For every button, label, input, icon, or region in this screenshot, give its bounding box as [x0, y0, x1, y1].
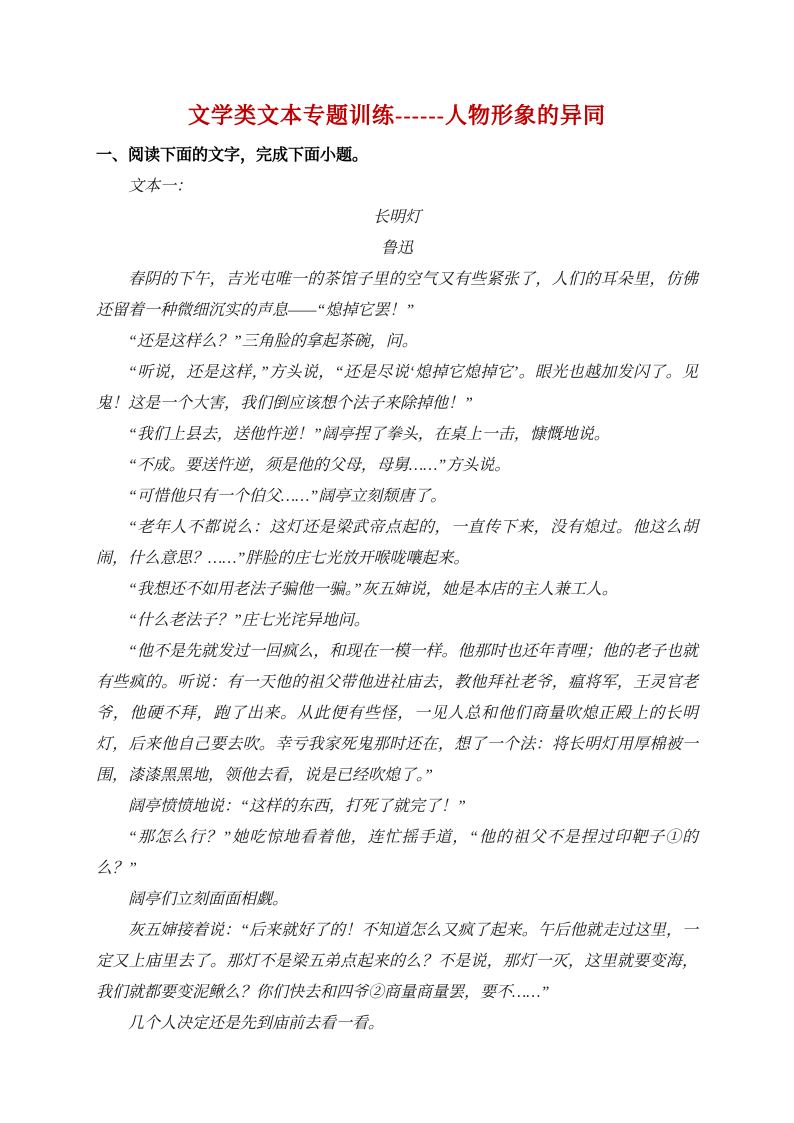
story-paragraph: “听说，还是这样，”方头说，“还是尽说‘熄掉它熄掉它’。眼光也越加发闪了。见鬼！这是一个大害，我们倒应该想个法子来除掉他！”: [96, 364, 698, 412]
story-title: 长明灯: [372, 209, 421, 226]
story-paragraph: “老年人不都说么：这灯还是梁武帝点起的，一直传下来，没有熄过。他这么胡闹，什么意思？……”胖脸的庄七光放开喉咙嚷起来。: [96, 519, 698, 567]
section-heading: 一、阅读下面的文字，完成下面小题。: [96, 147, 369, 164]
story-paragraph: 阔亭们立刻面面相觑。: [128, 891, 289, 908]
story-paragraph: “那怎么行？”她吃惊地看着他，连忙摇手道，“他的祖父不是捏过印靶子①的么？”: [96, 829, 698, 877]
story-paragraph: “可惜他只有一个伯父……”阔亭立刻颓唐了。: [128, 488, 447, 505]
text-one-label: 文本一：: [128, 178, 193, 195]
story-paragraph: 灰五婶接着说：“后来就好了的！不知道怎么又疯了起来。午后他就走过这里，一定又上庙里去了。那灯不是梁五弟点起来的么？不是说，那灯一灭，这里就要变海，我们就都要变泥鳅么？你们快去和四爷②商量商量罢，要不……”: [96, 922, 698, 1001]
story-paragraph: “我们上县去，送他忤逆！”阔亭捏了拳头，在桌上一击，慷慨地说。: [128, 426, 610, 443]
story-paragraph: “什么老法子？”庄七光诧异地问。: [128, 612, 370, 629]
story-author: 鲁迅: [380, 240, 413, 257]
story-paragraph: “他不是先就发过一回疯么，和现在一模一样。他那时也还年青哩；他的老子也就有些疯的。听说：有一天他的祖父带他进社庙去，教他拜社老爷，瘟将军，王灵官老爷，他硬不拜，跑了出来。从此便有些怪，一见人总和他们商量吹熄正殿上的长明灯，后来他自己要去吹。幸亏我家死鬼那时还在，想了一个法：将长明灯用厚棉被一围，漆漆黑黑地，领他去看，说是已经吹熄了。”: [96, 643, 698, 784]
story-paragraph: 阔亭愤愤地说：“这样的东西，打死了就完了！”: [128, 798, 466, 815]
story-paragraph: “不成。要送忤逆，须是他的父母，母舅……”方头说。: [128, 457, 511, 474]
story-paragraph: 春阴的下午，吉光屯唯一的茶馆子里的空气又有些紧张了，人们的耳朵里，仿佛还留着一种微细沉实的声息——“熄掉它罢！”: [96, 271, 698, 319]
page-title: 文学类文本专题训练------人物形象的异同: [188, 103, 606, 128]
story-paragraph: 几个人决定还是先到庙前去看一看。: [128, 1015, 385, 1032]
story-paragraph: “还是这样么？”三角脸的拿起茶碗，问。: [128, 333, 418, 350]
story-body: [96, 171, 698, 1039]
story-paragraph: “我想还不如用老法子骗他一骗。”灰五婶说，她是本店的主人兼工人。: [128, 581, 618, 598]
